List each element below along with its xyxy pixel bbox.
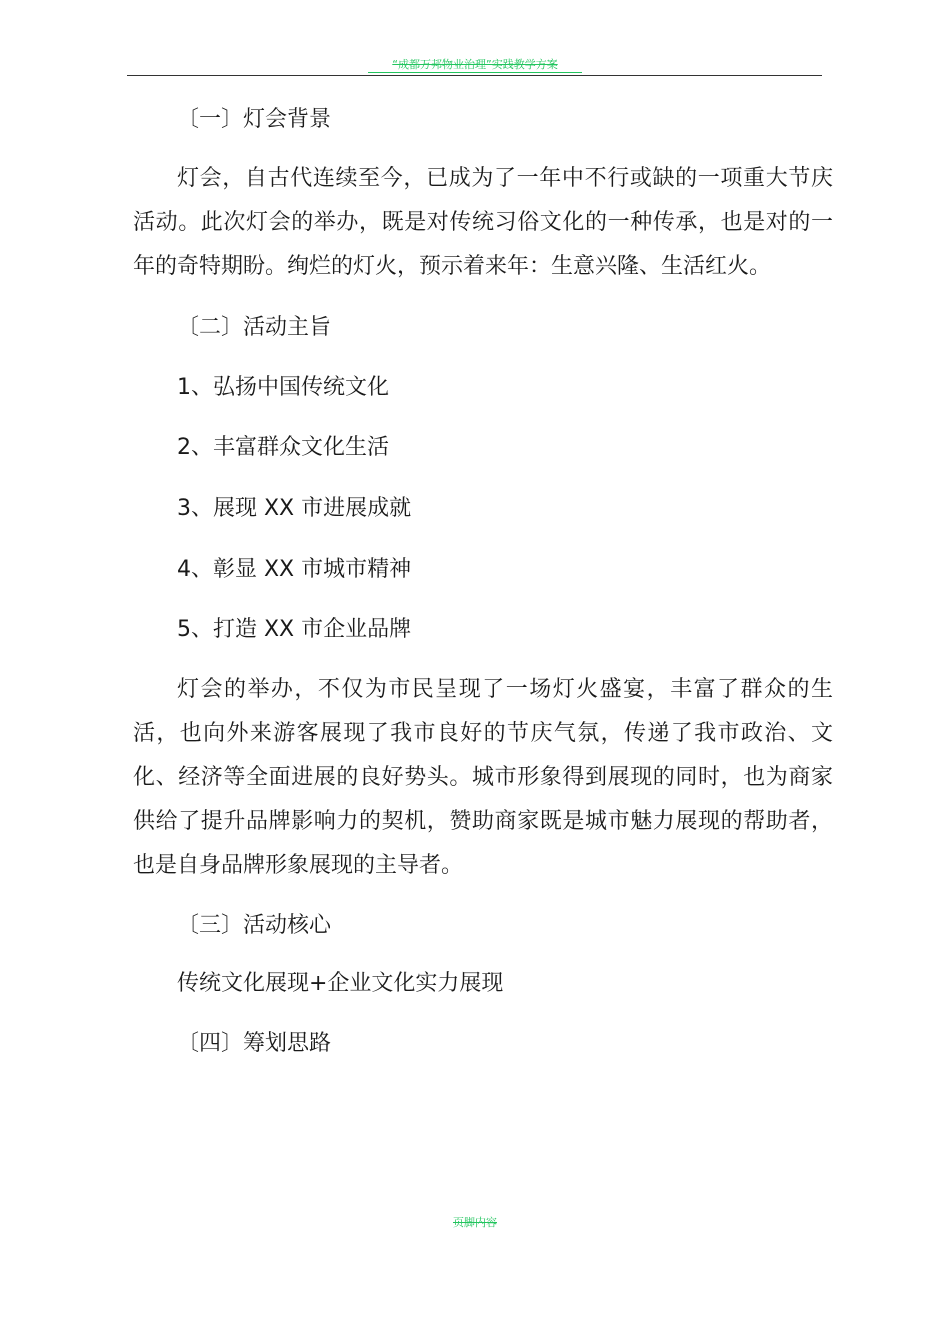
list-item: 4、彰显 XX 市城市精神 <box>177 557 412 582</box>
section-1-title: 〔一〕灯会背景 <box>177 107 332 132</box>
list-item: 3、展现 XX 市进展成就 <box>177 496 412 521</box>
header-rule <box>127 75 822 76</box>
section-2-paragraph: 灯会的举办，不仅为市民呈现了一场灯火盛宴，丰富了群众的生活，也向外来游客展现了我市良好的节庆气氛，传递了我市政治、文化、经济等全面进展的良好势头。城市形象得到展现的同时，也为商家供给了提升品牌影响力的契机，赞助商家既是城市魅力展现的帮助者，也是自身品牌形象展现的主导者。 <box>133 677 833 878</box>
page-footer: 页脚内容 <box>453 1216 497 1229</box>
section-2-title: 〔二〕活动主旨 <box>177 315 332 340</box>
list-item: 2、丰富群众文化生活 <box>177 435 389 460</box>
list-item: 5、打造 XX 市企业品牌 <box>177 617 412 642</box>
section-4-title: 〔四〕筹划思路 <box>177 1031 332 1056</box>
header-underline <box>368 72 582 73</box>
section-1-paragraph: 灯会，自古代连续至今，已成为了一年中不行或缺的一项重大节庆活动。此次灯会的举办，既是对传统习俗文化的一种传承，也是对的一年的奇特期盼。绚烂的灯火，预示着来年：生意兴隆、生活红火。 <box>133 166 833 279</box>
page-header-title: “成都万邦物业治理”实践教学方案 <box>392 58 558 71</box>
list-item: 1、弘扬中国传统文化 <box>177 375 389 400</box>
section-3-title: 〔三〕活动核心 <box>177 913 332 938</box>
section-3-line: 传统文化展现+企业文化实力展现 <box>177 971 504 996</box>
